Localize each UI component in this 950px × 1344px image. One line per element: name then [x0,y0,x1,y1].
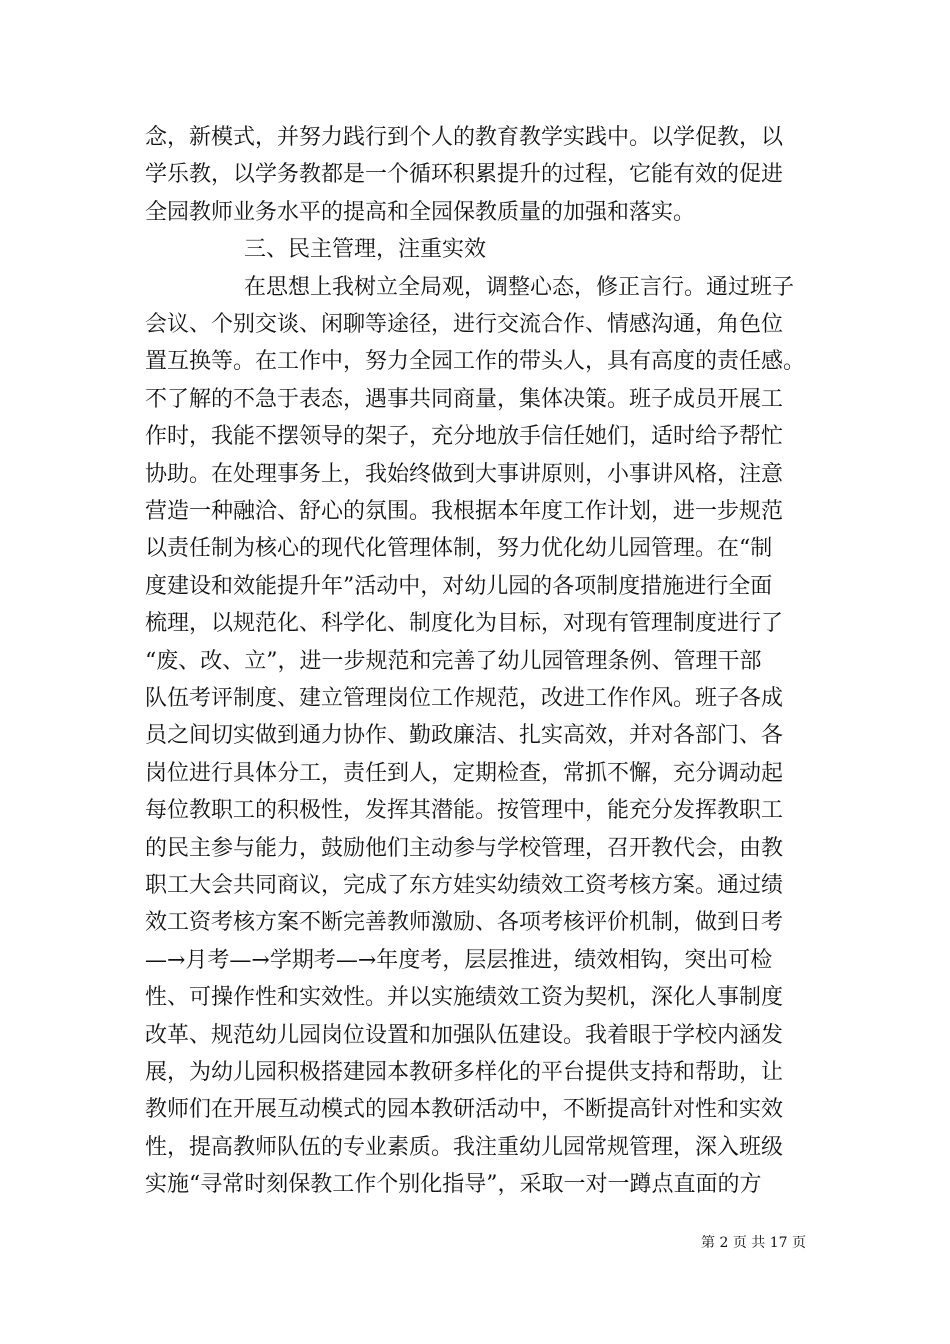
text-line: 协助。在处理事务上，我始终做到大事讲原则，小事讲风格，注意 [145,461,784,487]
text-line: 员之间切实做到通力协作、勤政廉洁、扎实高效，并对各部门、各 [145,723,784,749]
text-line: —→月考—→学期考—→年度考，层层推进，绩效相钩，突出可检 [145,947,773,973]
page-footer: 第 2 页 共 17 页 [701,1235,806,1251]
text-line: 的民主参与能力，鼓励他们主动参与学校管理，召开教代会，由教 [145,835,784,861]
text-line: 队伍考评制度、建立管理岗位工作规范，改进工作作风。班子各成 [145,686,784,711]
text-line: 会议、个别交谈、闲聊等途径，进行交流合作、情感沟通，角色位 [145,312,784,337]
text-line: 岗位进行具体分工，责任到人，定期检查，常抓不懈，充分调动起 [145,760,784,786]
text-line: 每位教职工的积极性，发挥其潜能。按管理中，能充分发挥教职工 [145,798,784,824]
text-line: 作时，我能不摆领导的架子，充分地放手信任她们，适时给予帮忙 [145,424,784,450]
text-line: 学乐教，以学务教都是一个循环积累提升的过程，它能有效的促进 [145,162,784,188]
section-heading: 三、民主管理，注重实效 [244,237,487,263]
text-line: 展，为幼儿园积极搭建园本教研多样化的平台提供支持和帮助，让 [145,1060,784,1085]
text-line: 效工资考核方案不断完善教师激励、各项考核评价机制，做到日考 [145,910,784,936]
text-line: 梳理，以规范化、科学化、制度化为目标，对现有管理制度进行了 [145,611,784,637]
text-line: 实施“寻常时刻保教工作个别化指导”，采取一对一蹲点直面的方 [145,1172,762,1198]
text-line: 性，提高教师队伍的专业素质。我注重幼儿园常规管理，深入班级 [145,1134,784,1160]
text-line: 改革、规范幼儿园岗位设置和加强队伍建设。我着眼于学校内涵发 [145,1022,784,1048]
text-line: 全园教师业务水平的提高和全园保教质量的加强和落实。 [145,199,696,225]
text-line: 教师们在开展互动模式的园本教研活动中，不断提高针对性和实效 [145,1097,784,1123]
text-line: 性、可操作性和实效性。并以实施绩效工资为契机，深化人事制度 [145,985,784,1011]
text-line: 在思想上我树立全局观，调整心态，修正言行。通过班子 [244,274,795,300]
text-line: 置互换等。在工作中，努力全园工作的带头人，具有高度的责任感。 [145,349,806,375]
text-line: 度建设和效能提升年”活动中，对幼儿园的各项制度措施进行全面 [145,573,773,599]
text-line: 以责任制为核心的现代化管理体制，努力优化幼儿园管理。在“制 [145,536,773,562]
text-line: “废、改、立”，进一步规范和完善了幼儿园管理条例、管理干部 [145,648,762,674]
text-line: 念，新模式，并努力践行到个人的教育教学实践中。以学促教，以 [145,125,784,150]
text-line: 营造一种融洽、舒心的氛围。我根据本年度工作计划，进一步规范 [145,499,784,524]
text-line: 职工大会共同商议，完成了东方娃实幼绩效工资考核方案。通过绩 [145,873,784,898]
text-line: 不了解的不急于表态，遇事共同商量，集体决策。班子成员开展工 [145,386,784,412]
